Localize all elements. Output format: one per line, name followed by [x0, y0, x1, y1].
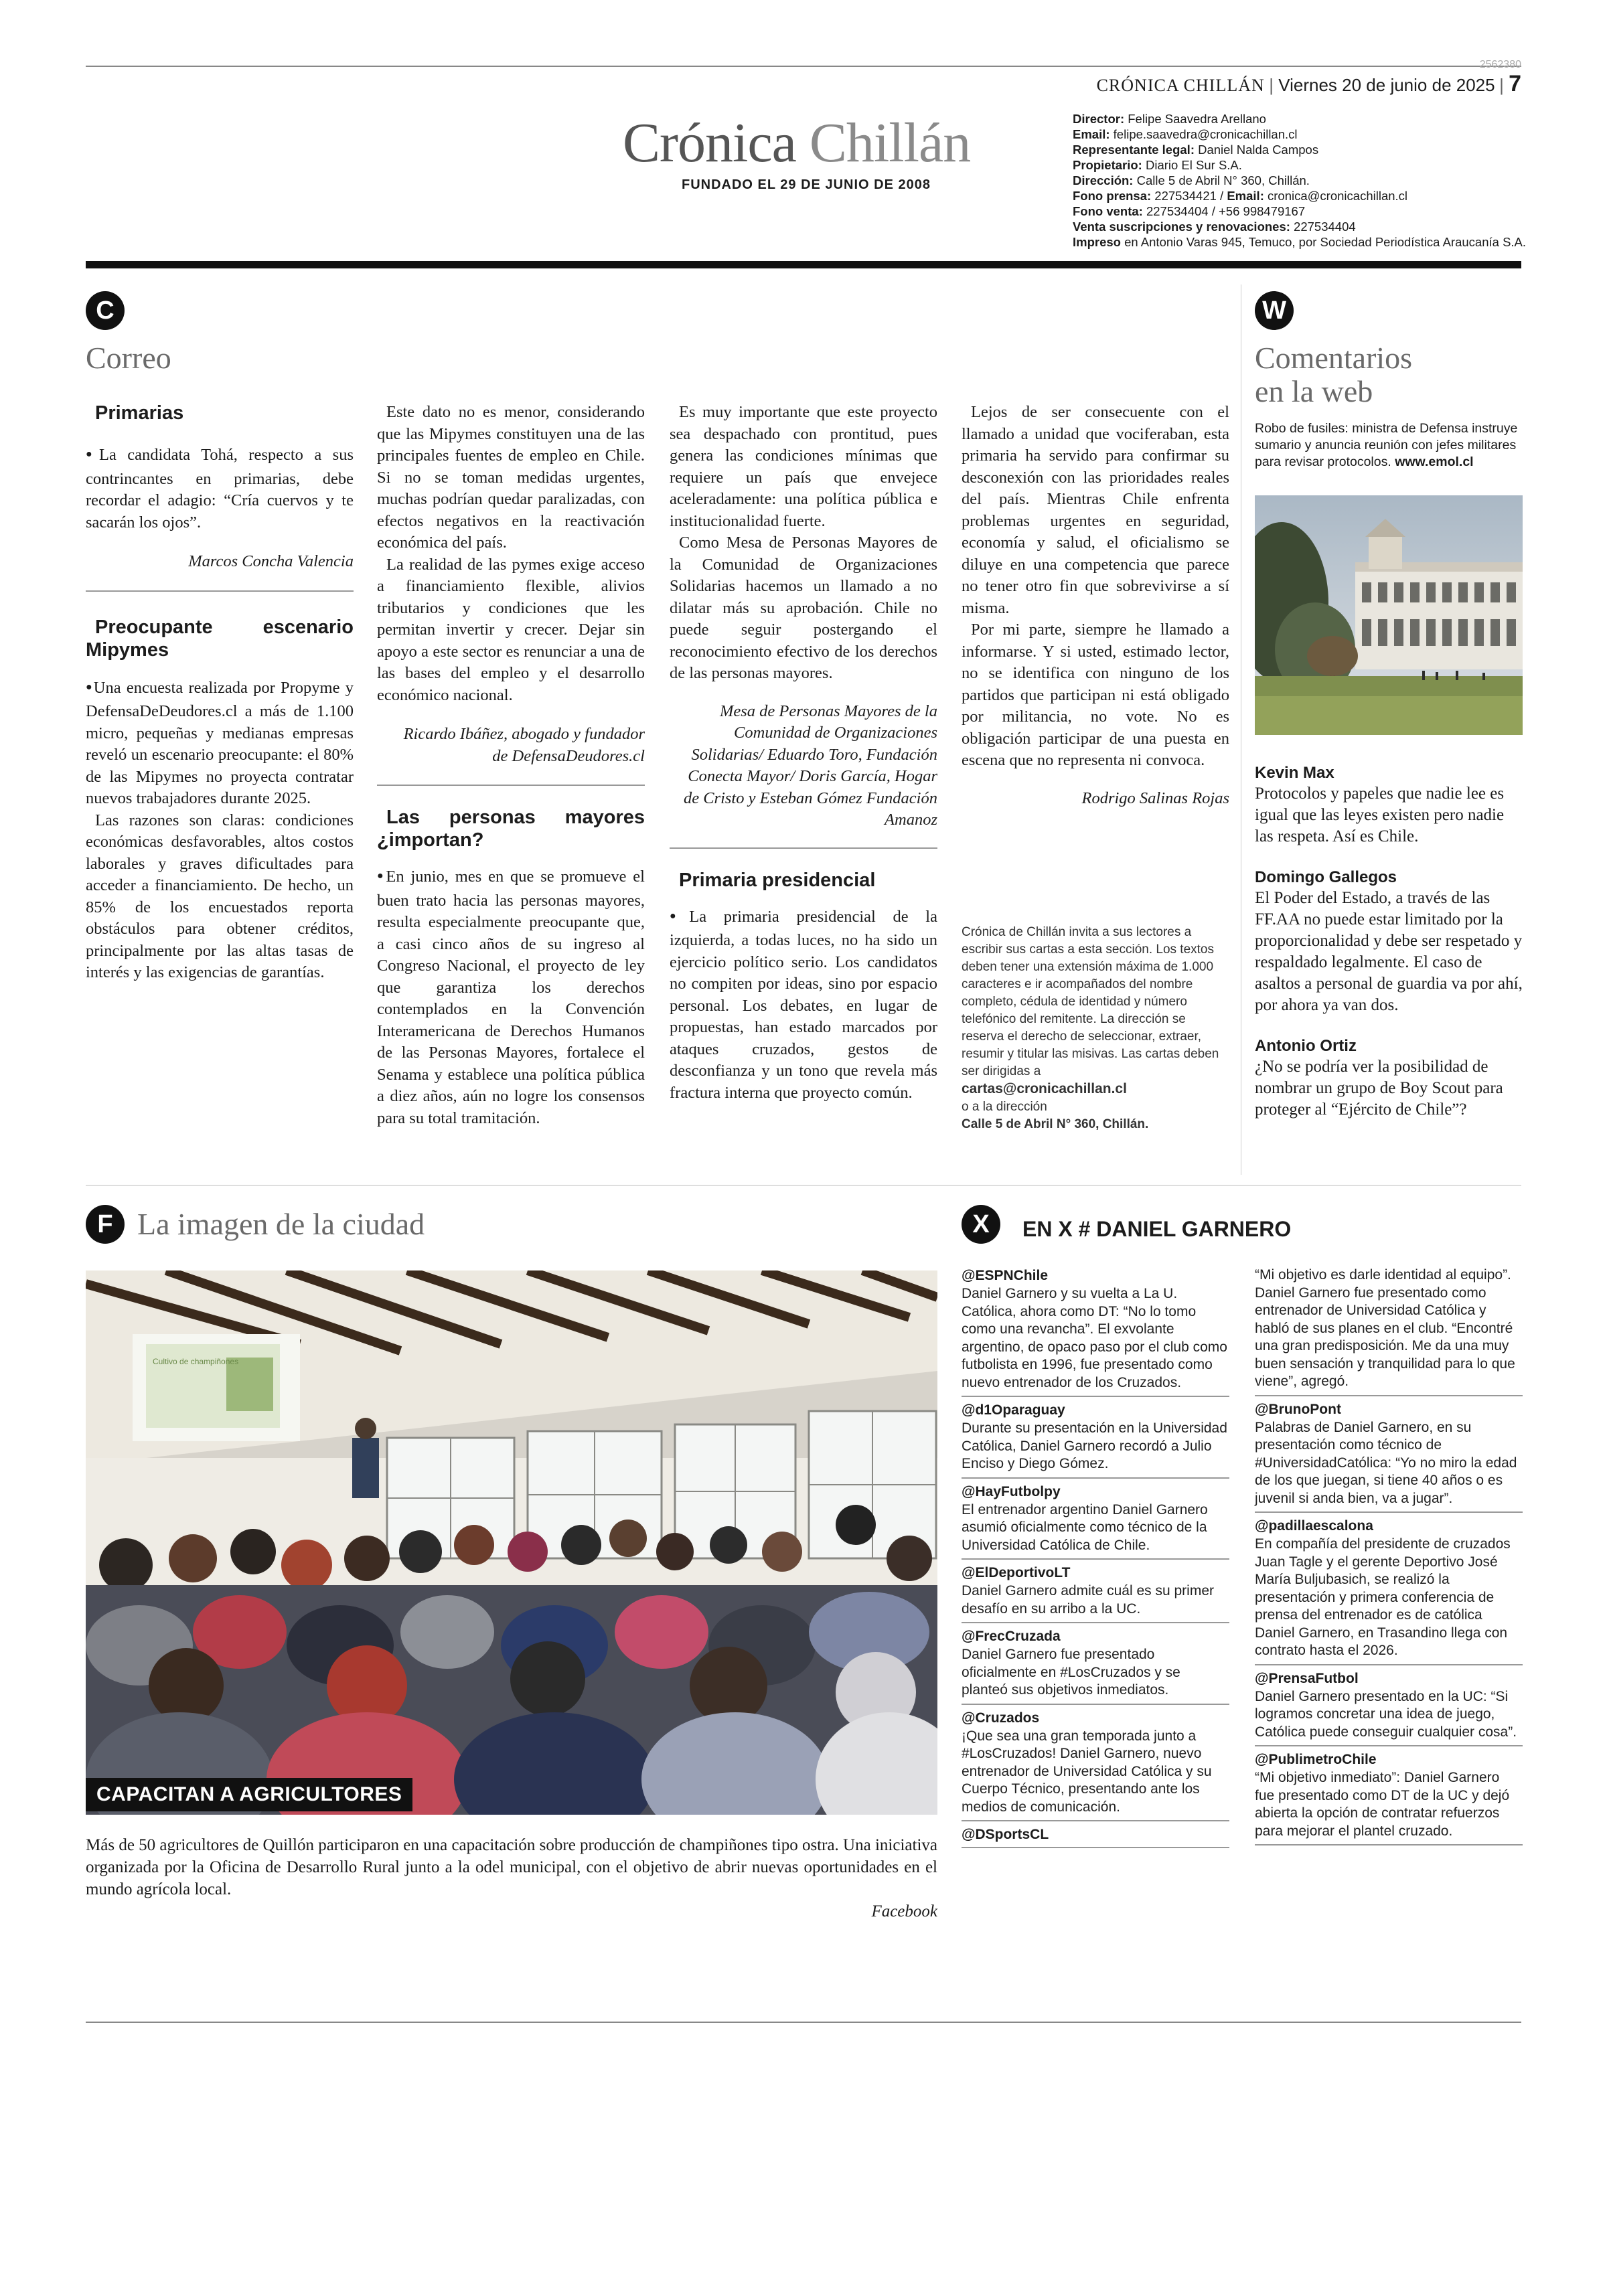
web-badge: W — [1255, 291, 1294, 330]
comment-author: Antonio Ortiz — [1255, 1037, 1357, 1055]
separator — [962, 1396, 1229, 1397]
presidencial-p1: La primaria presidencial de la izquierda, a todas luces, no ha sido un ejercicio político serio. Los candidatos no compiten por ideas, sino por espacio personal. Los debates, en lugar de propuestas, han estado marcados por ataques cruzados, gestos de desconfianza y un tono que revela más fractura interna que proyecto común. — [670, 907, 937, 1102]
building-photo — [1255, 495, 1523, 735]
web-intro — [1255, 420, 1523, 471]
letters-notice — [962, 924, 1229, 1133]
presidencial-p2: Lejos de ser consecuente con el llamado a unidad que vociferaban, esta primaria ha servido para confirmar su desconexión con las prioridades reales del país. Mientras Chile enfrenta problemas urgentes en seguridad, economía y salud, el oficialismo se diluye en una competencia que parece no tener otro fin que sobrevivirse a sí misma. — [962, 403, 1229, 617]
web-intro-text: Robo de fusiles: ministra de Defensa instruye sumario y anuncia reunión con jefes militares para revisar protocolos. — [1255, 421, 1518, 469]
x-feed-right-column — [1255, 1266, 1523, 1850]
x-handle[interactable]: @padillaescalona — [1255, 1518, 1373, 1534]
mayores-title: Las personas mayores ¿importan? — [377, 807, 645, 851]
notice-address: Calle 5 de Abril N° 360, Chillán. — [962, 1117, 1149, 1131]
training-photo — [86, 1270, 937, 1815]
presidencial-p3: Por mi parte, siempre he llamado a informarse. Y si usted, estimado lector, no se identifica con ninguno de los partidos que participan ni está obligado por militancia, no vote. No es obligación participar de una puesta en escena que no representa ni convoca. — [962, 621, 1229, 769]
correo-column-2 — [377, 402, 645, 1129]
mipymes-p2: Las razones son claras: condiciones económicas desfavorables, altos costos laborales y graves dificultades para acceder a financiamiento. De hecho, un 85% de los encuestados reporta obstáculos para obtener créditos, principalmente por las altas tasas de interés y las exigencias de garantías. — [86, 811, 354, 981]
x-handle[interactable]: @PublimetroChile — [1255, 1752, 1377, 1767]
x-post-text: ¡Que sea una gran temporada junto a #LosCruzados! Daniel Garnero, nuevo entrenador de Universidad Católica y su Cuerpo Técnico, presentando ante los medios de comunicación. — [962, 1728, 1212, 1815]
credit-phone-sales: Fono venta: 227534404 / +56 998479167 — [1073, 204, 1306, 218]
credit-director: Director: Felipe Saavedra Arellano — [1073, 112, 1266, 126]
separator — [1255, 1511, 1523, 1513]
credit-legal: Representante legal: Daniel Nalda Campos — [1073, 143, 1319, 157]
x-feed-left-column — [962, 1266, 1229, 1851]
screen-slide-text: Cultivo de champiñones — [153, 1357, 239, 1366]
photo-caption-band: CAPACITAN A AGRICULTORES — [86, 1778, 412, 1811]
comment-text: ¿No se podría ver la posibilidad de nombrar un grupo de Boy Scout para proteger al “Ejército de Chile”? — [1255, 1058, 1503, 1119]
web-title-line2: en la web — [1255, 374, 1373, 408]
x-handle[interactable]: @ESPNChile — [962, 1268, 1049, 1283]
x-post-text: Daniel Garnero y su vuelta a La U. Católica, ahora como DT: “No lo tomo como una revancha”. El exvolante argentino, de opaco paso por el club como futbolista en 1996, fue presentado como nuevo entrenador de los Cruzados. — [962, 1286, 1227, 1390]
page-number: 7 — [1509, 71, 1521, 96]
page-code: 2562380 — [1479, 59, 1521, 70]
photo-description-text: Más de 50 agricultores de Quillón participaron en una capacitación sobre producción de champiñones tipo ostra. Una iniciativa organizada por la Oficina de Desarrollo Rural junto a la odel municipal, con el objetivo de abrir nuevas oportunidades en el mundo agrícola local. — [86, 1836, 937, 1898]
separator — [1255, 1395, 1523, 1396]
credit-printed: Impreso en Antonio Varas 945, Temuco, por Sociedad Periodística Araucanía S.A. — [1073, 235, 1527, 249]
x-handle[interactable]: @FrecCruzada — [962, 1629, 1061, 1644]
x-post-text: “Mi objetivo es darle identidad al equipo”. Daniel Garnero fue presentado como entrenador de Universidad Católica y habló de sus planes en el club. “Encontré una gran predisposición. Me da una muy buen sensación y tranquilidad para lo que viene”, agregó. — [1255, 1267, 1515, 1389]
separator — [1255, 1844, 1523, 1846]
credit-subscriptions: Venta suscripciones y renovaciones: 227534404 — [1073, 220, 1356, 234]
x-handle[interactable]: @PrensaFutbol — [1255, 1670, 1359, 1686]
separator — [962, 1704, 1229, 1705]
separator — [86, 590, 354, 592]
mipymes-p3: Este dato no es menor, considerando que las Mipymes constituyen una de las principales fuentes de empleo en Chile. Si no se toman medidas urgentes, muchas podrían quedar paralizadas, con efectos negativos en la reactivación económica del país. — [377, 403, 645, 552]
mipymes-p4: La realidad de las pymes exige acceso a financiamiento flexible, alivios tributarios y condiciones que les permitan invertir y crecer. Dejar sin apoyo a este sector es renunciar a una de las bases del empleo y el desarrollo económico nacional. — [377, 555, 645, 704]
comment-item — [1255, 763, 1523, 847]
bottom-rule — [86, 2022, 1521, 2023]
header-thick-rule — [86, 261, 1521, 268]
x-badge: X — [962, 1205, 1000, 1244]
notice-text: Crónica de Chillán invita a sus lectores a escribir sus cartas a esta sección. Los textos deben tener una extensión máxima de 1.000 caracteres e ir acompañados del nombre completo, cédula de identidad y número telefónico del remitente. La dirección se reserva el derecho de seleccionar, extraer, resumir y titular las misivas. Las cartas deben ser dirigidas a — [962, 925, 1219, 1078]
credits-block — [1073, 111, 1526, 250]
primarias-text: La candidata Tohá, respecto a sus contrincantes en primarias, debe recordar el adagio: “Cría cuervos y te sacarán los ojos”. — [86, 446, 354, 531]
page-info: CRÓNICA CHILLÁN | Viernes 20 de junio de 2025 | 7 — [1096, 71, 1521, 96]
building-photo-image — [1255, 495, 1523, 735]
separator — [377, 785, 645, 786]
presidencial-title: Primaria presidencial — [679, 869, 876, 891]
correo-column-4 — [962, 402, 1229, 809]
mayores-p1: En junio, mes en que se promueve el buen trato hacia las personas mayores, resulta especialmente preocupante que, a casi cinco años de su ingreso al Congreso Nacional, el proyecto de ley que garantiza los derechos contemplados en la Convención Interamericana de Derechos Humanos de las Personas Mayores, fortalece el Senama y establece una política pública a diez años, aún no logre los consensos para su total tramitación. — [377, 868, 645, 1127]
mipymes-title: Preocupante escenario Mipymes — [86, 616, 354, 661]
correo-title: Correo — [86, 341, 171, 375]
top-rule — [86, 66, 1521, 67]
x-handle[interactable]: @ElDeportivoLT — [962, 1565, 1071, 1580]
bullet-icon — [377, 868, 386, 886]
primarias-signature: Marcos Concha Valencia — [188, 552, 354, 570]
x-post-text: En compañía del presidente de cruzados Juan Tagle y el gerente Deportivo José María Buljubasich, se realizó la presentación y primera conferencia de prensa del entrenador es de católica Daniel Garnero, en Trasandino llega con contrato hasta el 2026. — [1255, 1536, 1511, 1658]
web-title-line1: Comentarios — [1255, 341, 1413, 375]
separator — [1255, 1664, 1523, 1665]
correo-column-3 — [670, 402, 937, 1104]
web-intro-link[interactable]: www.emol.cl — [1395, 455, 1474, 469]
comment-author: Kevin Max — [1255, 764, 1334, 782]
x-post-text: Daniel Garnero fue presentado oficialmente en #LosCruzados y se planteó sus objetivos inmediatos. — [962, 1647, 1180, 1698]
publication-name: CRÓNICA CHILLÁN — [1096, 76, 1265, 95]
separator — [962, 1622, 1229, 1623]
notice-or: o a la dirección — [962, 1100, 1047, 1114]
founded-line: FUNDADO EL 29 DE JUNIO DE 2008 — [682, 177, 931, 192]
imagen-badge: F — [86, 1205, 125, 1244]
comment-item — [1255, 868, 1523, 1016]
mipymes-p1: Una encuesta realizada por Propyme y DefensaDeDeudores.cl a más de 1.100 micro, pequeñas y medianas empresas reveló un escenario preocupante: el 80% de las Mipymes no proyecta contratar nuevos trabajadores durante 2025. — [86, 678, 354, 807]
separator — [962, 1477, 1229, 1479]
x-post-text: Durante su presentación en la Universidad Católica, Daniel Garnero recordó a Julio Enciso y Diego Gómez. — [962, 1420, 1227, 1471]
correo-column-1 — [86, 402, 354, 984]
x-post-text: “Mi objetivo inmediato”: Daniel Garnero fue presentado como DT de la UC y dejó abierta la opción de contratar refuerzos para mejorar el plantel cruzado. — [1255, 1770, 1510, 1839]
credit-owner: Propietario: Diario El Sur S.A. — [1073, 158, 1242, 172]
masthead-logo — [623, 110, 970, 175]
x-post-text: El entrenador argentino Daniel Garnero asumió oficialmente como técnico de la Universidad Católica de Chile. — [962, 1501, 1208, 1553]
x-post-text: Daniel Garnero admite cuál es su primer desafío en su arribo a la UC. — [962, 1583, 1214, 1617]
masthead-word-1: Crónica — [623, 112, 796, 174]
x-post-text: Daniel Garnero presentado en la UC: “Si logramos concretar una idea de juego, Católica puede conseguir cualquier cosa”. — [1255, 1688, 1517, 1740]
separator — [962, 1820, 1229, 1821]
mayores-p3: Como Mesa de Personas Mayores de la Comunidad de Organizaciones Solidarias hacemos un llamado a no dilatar más su aprobación. Chile no puede seguir postergando el reconocimiento efectivo de los derechos de las personas mayores. — [670, 534, 937, 682]
mipymes-signature: Ricardo Ibáñez, abogado y fundador de DefensaDeudores.cl — [403, 725, 645, 765]
comment-author: Domingo Gallegos — [1255, 868, 1397, 886]
web-title — [1255, 341, 1412, 408]
x-handle[interactable]: @BrunoPont — [1255, 1401, 1341, 1417]
comment-item — [1255, 1036, 1523, 1121]
bullet-icon — [86, 446, 99, 464]
photo-description — [86, 1834, 937, 1922]
bullet-icon — [670, 908, 689, 926]
credit-email: Email: felipe.saavedra@cronicachillan.cl — [1073, 127, 1298, 141]
x-post-text: Palabras de Daniel Garnero, en su presentación como técnico de #UniversidadCatólica: “Yo no miro la edad de los que juegan, si tiene 40 años o es juvenil si anda bien, va a jugar”. — [1255, 1419, 1517, 1506]
photo-source: Facebook — [871, 1902, 937, 1920]
separator — [1255, 1745, 1523, 1746]
x-handle[interactable]: @DSportsCL — [962, 1827, 1049, 1842]
presidencial-signature: Rodrigo Salinas Rojas — [1081, 789, 1229, 807]
training-photo-image — [86, 1270, 937, 1815]
x-handle[interactable]: @Cruzados — [962, 1710, 1040, 1726]
correo-badge: C — [86, 291, 125, 330]
comment-text: Protocolos y papeles que nadie lee es igual que las leyes existen pero nadie las respeta. Así es Chile. — [1255, 785, 1505, 845]
comment-text: El Poder del Estado, a través de las FF.AA no puede estar limitado por la proporcionalidad y debe ser respetado y respaldado legalmente. El caso de asaltos a personal de guardia va por ahí, por ahora ya van dos. — [1255, 889, 1523, 1014]
mayores-p2: Es muy importante que este proyecto sea despachado con prontitud, pues genera las condiciones mínimas que requiere un país que envejece aceleradamente: una política pública e institucionalidad fuerte. — [670, 403, 937, 530]
x-handle[interactable]: @HayFutbolpy — [962, 1483, 1061, 1499]
imagen-title: La imagen de la ciudad — [137, 1207, 425, 1241]
masthead-word-2: Chillán — [809, 112, 971, 174]
x-handle[interactable]: @d1Oparaguay — [962, 1402, 1065, 1418]
credit-phone-press: Fono prensa: 227534421 / Email: cronica@cronicachillan.cl — [1073, 189, 1408, 203]
web-comments — [1255, 763, 1523, 1121]
credit-address: Dirección: Calle 5 de Abril N° 360, Chillán. — [1073, 173, 1310, 187]
mayores-signature: Mesa de Personas Mayores de la Comunidad de Organizaciones Solidarias/ Eduardo Toro, Fundación Conecta Mayor/ Doris García, Hogar de Cristo y Esteban Gómez Fundación Amanoz — [683, 702, 937, 829]
separator — [670, 847, 937, 849]
notice-email-link[interactable]: cartas@cronicachillan.cl — [962, 1081, 1127, 1096]
primarias-title: Primarias — [95, 402, 184, 424]
x-feed-title: EN X # DANIEL GARNERO — [1022, 1217, 1292, 1241]
separator — [962, 1847, 1229, 1848]
separator — [962, 1558, 1229, 1560]
issue-date: Viernes 20 de junio de 2025 — [1278, 75, 1495, 95]
bullet-icon — [86, 679, 94, 697]
